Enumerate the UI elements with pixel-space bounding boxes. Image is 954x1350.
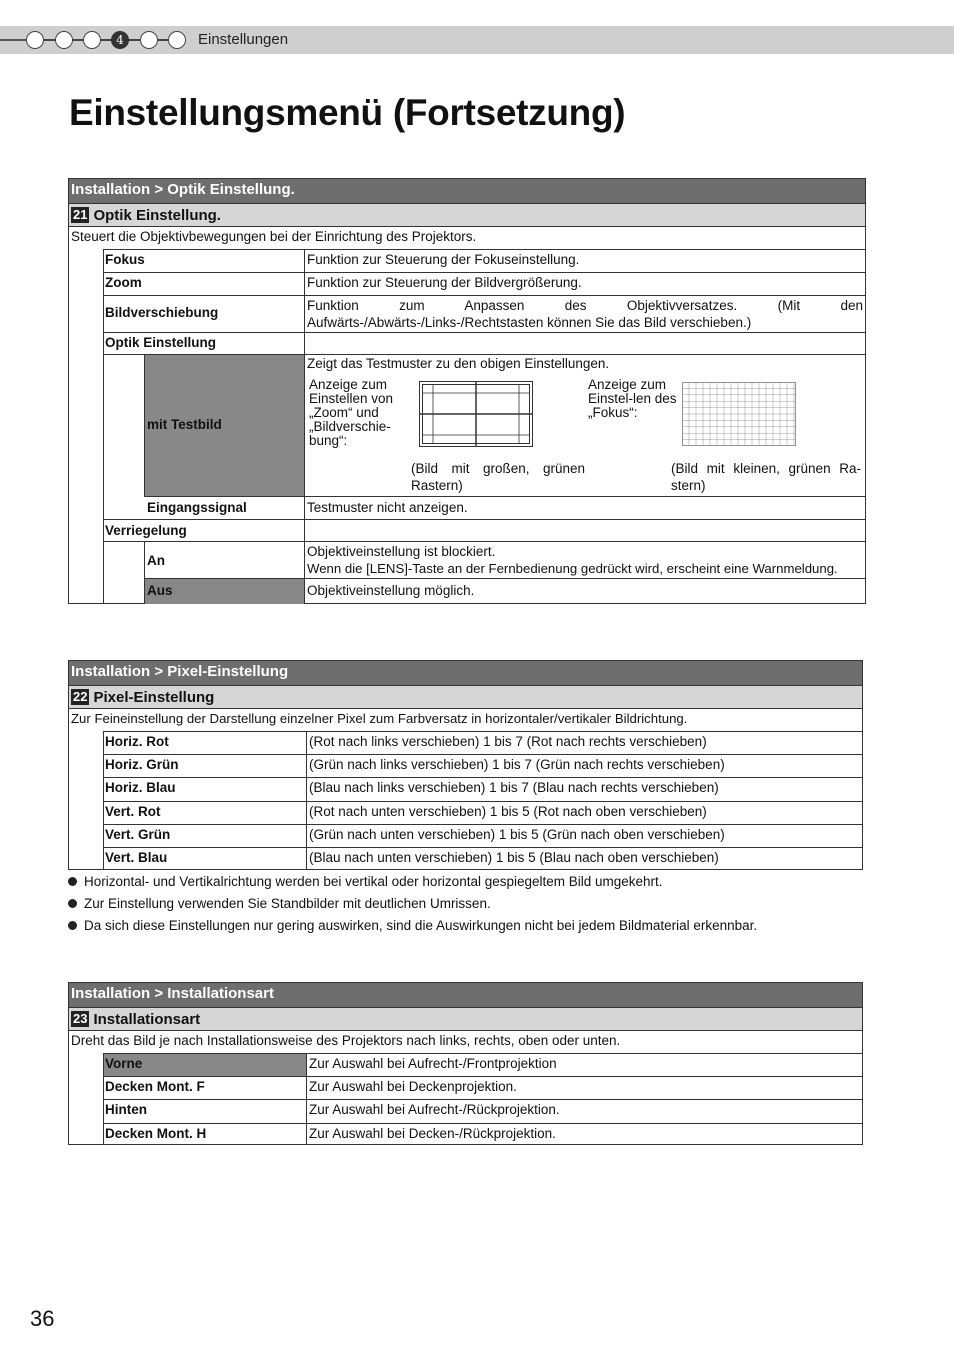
row-label-optik-einstellung: Optik Einstellung [105, 335, 217, 350]
row-value-zoom: Funktion zur Steuerung der Bildvergrößerung. [307, 275, 582, 290]
row-divider [103, 731, 862, 732]
row-divider [103, 1053, 862, 1054]
bullet-note-1: Horizontal- und Vertikalrichtung werden bei vertikal oder horizontal gespiegeltem Bild umgekehrt. [68, 874, 663, 889]
row-value-an-line1: Objektiveinstellung ist blockiert. [307, 544, 496, 559]
page-title: Einstellungsmenü (Fortsetzung) [69, 92, 626, 133]
table-row-label: Horiz. Grün [105, 757, 179, 773]
row-label-bildverschiebung: Bildverschiebung [105, 305, 219, 320]
table-row-value: (Blau nach unten verschieben) 1 bis 5 (Blau nach oben verschieben) [309, 850, 719, 865]
install-section-path: Installation > Installationsart [69, 983, 862, 1007]
item-number-badge: 23 [73, 1011, 88, 1026]
pixel-description: Zur Feineinstellung der Darstellung einzelner Pixel zum Farbversatz in horizontaler/vertikaler Bildrichtung. [69, 708, 862, 731]
row-value-an-line2: Wenn die [LENS]-Taste an der Fernbedienung gedrückt wird, erscheint eine Warnmeldung. [307, 561, 838, 576]
optik-item-name: Optik Einstellung. [93, 206, 221, 224]
pixel-subheader [69, 685, 862, 708]
table-row-value: (Grün nach unten verschieben) 1 bis 5 (Grün nach oben verschieben) [309, 826, 725, 842]
row-label-zoom: Zoom [105, 275, 142, 290]
install-table [68, 982, 863, 1145]
row-divider [103, 295, 865, 296]
row-label-mit-testbild: mit Testbild [147, 417, 222, 432]
chapter-dot-5 [140, 31, 158, 49]
table-row-value: Zur Auswahl bei Decken-/Rückprojektion. [309, 1125, 556, 1141]
chapter-dot-3 [83, 31, 101, 49]
chapter-dot-current: 4 [111, 31, 129, 49]
column-divider [304, 354, 305, 604]
zoom-pattern-note: (Bild mit großen, grünen Rastern) [411, 461, 585, 493]
row-value-aus: Objektiveinstellung möglich. [307, 583, 475, 598]
row-divider [103, 541, 865, 542]
table-row-label: Vert. Blau [105, 850, 168, 865]
item-number-badge: 22 [73, 689, 88, 704]
pixel-item-name: Pixel-Einstellung [93, 688, 215, 706]
row-label-aus: Aus [147, 583, 173, 598]
table-row-value: (Grün nach links verschieben) 1 bis 7 (Grün nach rechts verschieben) [309, 757, 725, 773]
row-divider [103, 272, 865, 273]
row-divider [103, 754, 862, 755]
table-row-label: Horiz. Rot [105, 734, 169, 749]
pixel-section-path: Installation > Pixel-Einstellung [69, 661, 862, 685]
table-row-value: Zur Auswahl bei Aufrecht-/Rückprojektion. [309, 1102, 560, 1118]
row-label-verriegelung: Verriegelung [105, 523, 187, 538]
pixel-table [68, 660, 863, 870]
row-value-fokus: Funktion zur Steuerung der Fokuseinstellung. [307, 252, 580, 267]
testbild-intro: Zeigt das Testmuster zu den obigen Einstellungen. [307, 356, 610, 371]
table-row-label: Decken Mont. F [105, 1079, 205, 1095]
row-divider [103, 249, 865, 250]
row-divider [103, 824, 862, 825]
header-section-title: Einstellungen [198, 31, 289, 48]
table-row-value: Zur Auswahl bei Aufrecht-/Frontprojektion [309, 1056, 557, 1071]
header-rule [0, 39, 26, 41]
row-value-eingangssignal: Testmuster nicht anzeigen. [307, 500, 468, 515]
table-row-label: Decken Mont. H [105, 1125, 207, 1141]
row-divider [103, 801, 862, 802]
fine-grid-pattern-icon [682, 382, 796, 446]
row-divider [103, 519, 865, 520]
row-value-bildverschiebung: Funktion zum Anpassen des Objektivversatzes. (Mit den Aufwärts-/Abwärts-/Links-/Rechtstasten können Sie das Bild verschieben.) [307, 298, 863, 330]
table-row-label: Vert. Rot [105, 803, 161, 819]
large-grid-pattern-icon [419, 381, 533, 447]
zoom-pattern-caption: Anzeige zum Einstellen von „Zoom“ und „Bildverschie-bung“: [309, 377, 394, 448]
row-divider [103, 847, 862, 848]
row-divider [103, 1076, 862, 1077]
optik-section-path: Installation > Optik Einstellung. [69, 179, 865, 203]
table-row-label: Vert. Grün [105, 826, 171, 842]
row-label-eingangssignal: Eingangssignal [147, 500, 247, 515]
optik-description: Steuert die Objektivbewegungen bei der Einrichtung des Projektors. [69, 226, 865, 249]
row-divider [103, 1123, 862, 1124]
optik-table [68, 178, 866, 604]
row-divider [103, 777, 862, 778]
install-subheader [69, 1007, 862, 1030]
fokus-pattern-caption: Anzeige zum Einstel-len des „Fokus“: [588, 377, 677, 420]
bullet-note-3: Da sich diese Einstellungen nur gering auswirken, sind die Auswirkungen nicht bei jedem Bildmaterial erkennbar. [68, 918, 757, 933]
bullet-note-2: Zur Einstellung verwenden Sie Standbilder mit deutlichen Umrissen. [68, 896, 491, 911]
item-number-badge: 21 [73, 207, 88, 222]
table-row-label: Vorne [105, 1056, 143, 1071]
indent-divider [103, 249, 104, 604]
table-row-value: (Rot nach unten verschieben) 1 bis 5 (Rot nach oben verschieben) [309, 803, 707, 819]
chapter-dot-6 [168, 31, 186, 49]
row-divider [144, 496, 865, 497]
chapter-link-line [26, 39, 186, 41]
chapter-dot-1 [26, 31, 44, 49]
table-row-value: (Rot nach links verschieben) 1 bis 7 (Rot nach rechts verschieben) [309, 734, 707, 749]
table-row-value: (Blau nach links verschieben) 1 bis 7 (Blau nach rechts verschieben) [309, 780, 719, 796]
optik-subheader [69, 203, 865, 226]
table-row-label: Hinten [105, 1102, 147, 1118]
install-item-name: Installationsart [93, 1010, 201, 1028]
install-description: Dreht das Bild je nach Installationsweise des Projektors nach links, rechts, oben oder unten. [69, 1030, 862, 1053]
row-label-an: An [147, 553, 165, 568]
row-label-fokus: Fokus [105, 252, 145, 267]
row-divider [103, 1099, 862, 1100]
table-row-label: Horiz. Blau [105, 780, 176, 796]
fokus-pattern-note: (Bild mit kleinen, grünen Ra-stern) [671, 461, 861, 493]
table-row-value: Zur Auswahl bei Deckenprojektion. [309, 1079, 517, 1095]
page-number: 36 [30, 1306, 55, 1331]
row-divider [103, 332, 865, 333]
chapter-dot-2 [55, 31, 73, 49]
